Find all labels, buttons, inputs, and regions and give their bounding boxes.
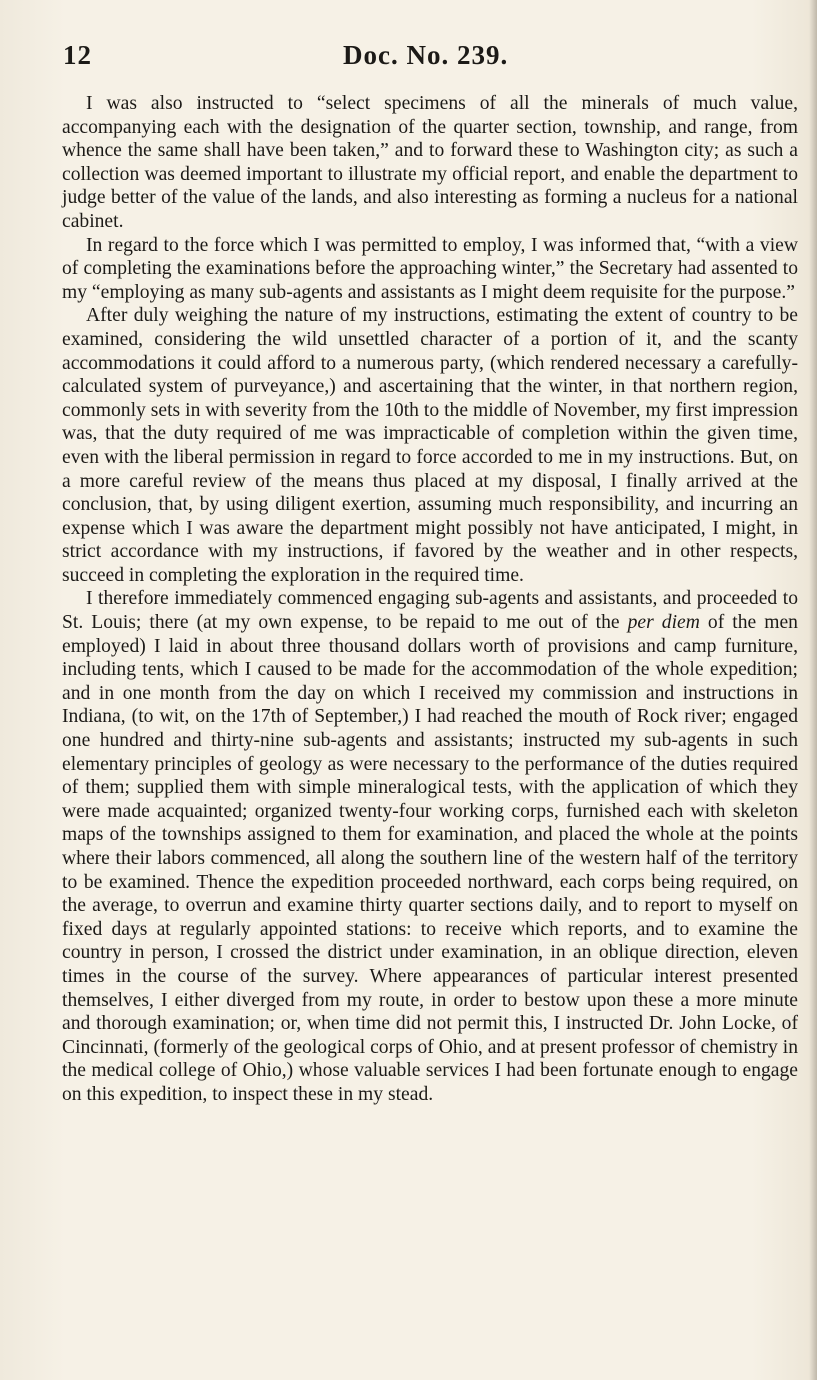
paragraph-1: I was also instructed to “select specimens of all the minerals of much value, accompanying each with the designation of the quarter section, township, and range, from whence the same shall have been taken,” and to forward these to Washington city; as such a collection was deemed important to illustrate my official report, and enable the department to judge better of the value of the lands, and also interesting as forming a nucleus for a national cabinet. [62,93,798,232]
paragraph-4-part-2: of the men employed) I laid in about three thousand dollars worth of provisions and camp furniture, including tents, which I caused to be made for the accommodation of the whole expedition; and in one month from the day on which I received my commission and instructions in Indiana, (to wit, on the 17th of September,) I had reached the mouth of Rock river; engaged one hundred and thirty-nine sub-agents and assistants; instructed my sub-agents in such elementary principles of geology as were necessary to the performance of the duties required of them; supplied them with simple mineralogical tests, with the application of which they were made acquainted; organized twenty-four working corps, furnished each with skeleton maps of the townships assigned to them for examination, and placed the whole at the points where their labors commenced, all along the southern line of the western half of the territory to be examined. Thence the expedition proceeded northward, each corps being required, on the average, to overrun and examine thirty quarter sections daily, and to report to myself on fixed days at regularly appointed stations: to receive which reports, and to examine the country in person, I crossed the district under examination, in an oblique direction, eleven times in the course of the survey. Where appearances of particular interest presented themselves, I either diverged from my route, in order to bestow upon these a more minute and thorough examination; or, when time did not permit this, I instructed Dr. John Locke, of Cincinnati, (formerly of the geological corps of Ohio, and at present professor of chemistry in the medical college of Ohio,) whose valuable services I had been fortunate enough to engage on this expedition, to inspect these in my stead. [62,612,798,1105]
italic-per-diem: per diem [627,612,700,634]
page-number: 12 [63,40,92,70]
paragraph-4-part-1: I therefore immediately commenced engaging sub-agents and assistants, and proceeded to St. Louis; there (at my own expense, to be repaid to me out of the [62,588,798,634]
body-text [62,92,798,1107]
paragraph-2: In regard to the force which I was permitted to employ, I was informed that, “with a view of completing the examinations before the approaching winter,” the Secretary had assented to my “employing as many sub-agents and assistants as I might deem requisite for the purpose.” [62,234,798,303]
page-edge-shadow [809,0,817,1380]
document-title: Doc. No. 239. [343,40,509,70]
paragraph-4 [62,587,798,1106]
page-header [63,40,763,80]
paragraph-3: After duly weighing the nature of my instructions, estimating the extent of country to be examined, considering the wild unsettled character of a portion of it, and the scanty accommodations it could afford to a numerous party, (which rendered necessary a carefully-calculated system of purveyance,) and ascertaining that the winter, in that northern region, commonly sets in with severity from the 10th to the middle of November, my first impression was, that the duty required of me was impracticable of completion within the given time, even with the liberal permission in regard to force accorded to me in my instructions. But, on a more careful review of the means thus placed at my disposal, I finally arrived at the conclusion, that, by using diligent exertion, assuming much responsibility, and incurring an expense which I was aware the department might possibly not have anticipated, I might, in strict accordance with my instructions, if favored by the weather and in other respects, succeed in completing the exploration in the required time. [62,305,798,586]
